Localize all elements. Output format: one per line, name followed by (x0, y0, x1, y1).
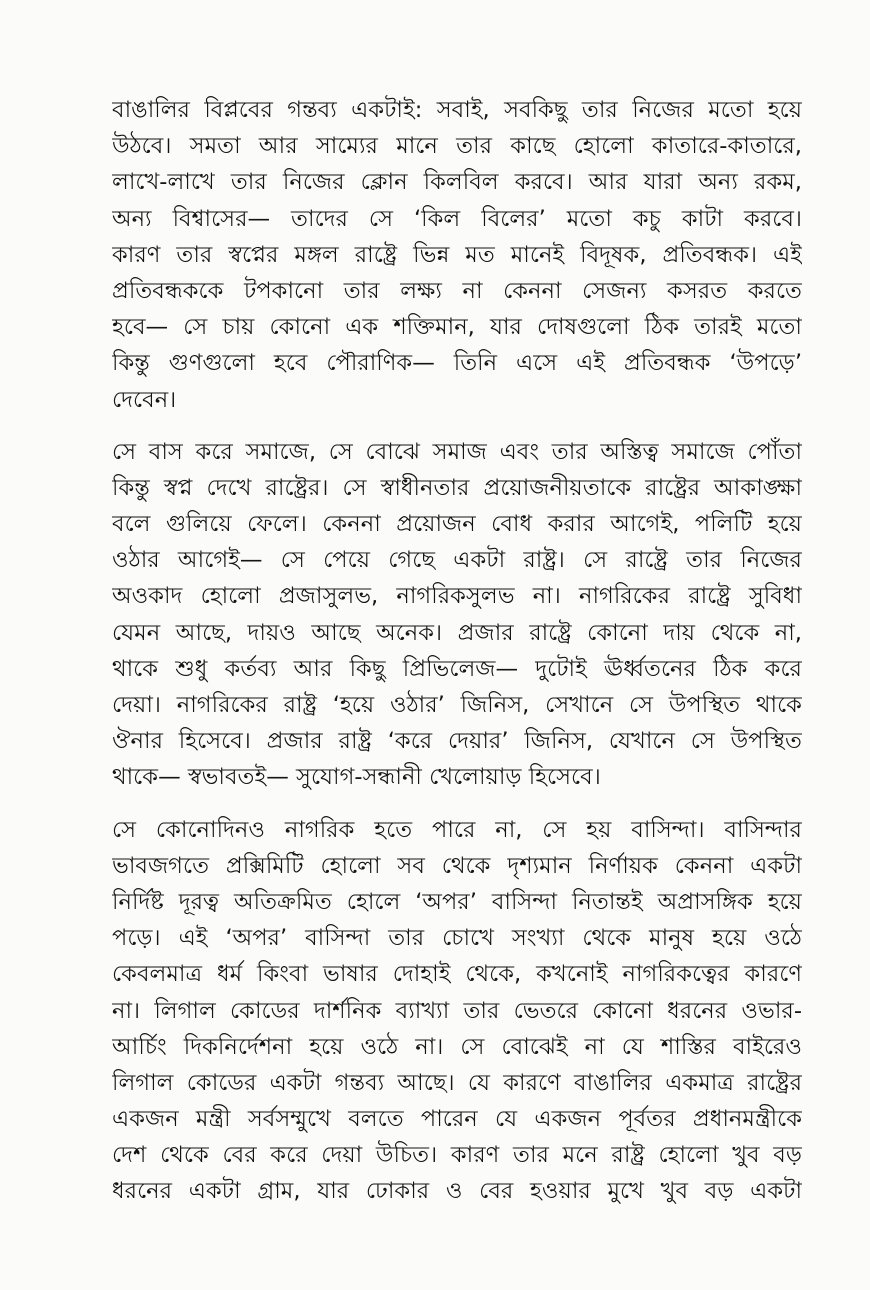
text-line: না। লিগাল কোডের দার্শনিক ব্যাখ্যা তার ভেতরে কোনো ধরনের ওভার- (112, 997, 802, 1024)
text-line: ভাবজগতে প্রক্সিমিটি হোলো সব থেকে দৃশ্যমান নির্ণায়ক কেননা একটা (112, 852, 802, 879)
text-line: ধরনের একটা গ্রাম, যার ঢোকার ও বের হওয়ার মুখে খুব বড় একটা (112, 1178, 802, 1205)
text-line: কেবলমাত্র ধর্ম কিংবা ভাষার দোহাই থেকে, কখনোই নাগরিকত্বের কারণে (112, 961, 802, 988)
text-line: হবে— সে চায় কোনো এক শক্তিমান, যার দোষগুলো ঠিক তারই মতো (112, 314, 802, 341)
text-line: লিগাল কোডের একটা গন্তব্য আছে। যে কারণে বাঙালির একমাত্র রাষ্ট্রের (112, 1069, 802, 1096)
paragraph-gap (112, 418, 802, 434)
text-line: দেশ থেকে বের করে দেয়া উচিত। কারণ তার মনে রাষ্ট্র হোলো খুব বড় (112, 1142, 802, 1169)
paragraph-3 (112, 812, 802, 1210)
text-line: নির্দিষ্ট দূরত্ব অতিক্রমিত হোলে ‘অপর’ বাসিন্দা নিতান্তই অপ্রাসঙ্গিক হয়ে (112, 888, 802, 915)
paragraph-2 (112, 434, 802, 796)
text-line: কিন্তু গুণগুলো হবে পৌরাণিক— তিনি এসে এই প্রতিবন্ধক ‘উপড়ে’ (112, 350, 802, 377)
text-line: আর্চিং দিকনির্দেশনা হয়ে ওঠে না। সে বোঝেই না যে শাস্তির বাইরেও (112, 1033, 802, 1060)
text-line: দেবেন। (112, 386, 177, 413)
text-line: প্রতিবন্ধককে টপকানো তার লক্ষ্য না কেননা সেজন্য কসরত করতে (112, 277, 802, 304)
text-line: একজন মন্ত্রী সর্বসম্মুখে বলতে পারেন যে একজন পূর্বতর প্রধানমন্ত্রীকে (112, 1106, 802, 1133)
text-line: সে বাস করে সমাজে, সে বোঝে সমাজ এবং তার অস্তিত্ব সমাজে পোঁতা (112, 438, 802, 465)
text-line: থাকে শুধু কর্তব্য আর কিছু প্রিভিলেজ— দুটোই ঊর্ধ্বতনের ঠিক করে (112, 655, 802, 682)
text-line: বলে গুলিয়ে ফেলে। কেননা প্রয়োজন বোধ করার আগেই, পলিটি হয়ে (112, 511, 802, 538)
text-line: বাঙালির বিপ্লবের গন্তব্য একটাই: সবাই, সবকিছু তার নিজের মতো হয়ে (112, 97, 802, 123)
text-line: অওকাদ হোলো প্রজাসুলভ, নাগরিকসুলভ না। নাগরিকের রাষ্ট্রে সুবিধা (112, 583, 802, 610)
text-line: থাকে— স্বভাবতই— সুযোগ-সন্ধানী খেলোয়াড় হিসেবে। (112, 764, 601, 791)
text-line: ওঠার আগেই— সে পেয়ে গেছে একটা রাষ্ট্র। সে রাষ্ট্রে তার নিজের (112, 547, 802, 574)
text-line: কারণ তার স্বপ্নের মঙ্গল রাষ্ট্রে ভিন্ন মত মানেই বিদূষক, প্রতিবন্ধক। এই (112, 241, 802, 268)
paragraph-1 (112, 92, 802, 418)
text-line: লাখে-লাখে তার নিজের ক্লোন কিলবিল করবে। আর যারা অন্য রকম, (112, 169, 802, 196)
text-line: উঠবে। সমতা আর সাম্যের মানে তার কাছে হোলো কাতারে-কাতারে, (112, 133, 802, 160)
text-line: পড়ে। এই ‘অপর’ বাসিন্দা তার চোখে সংখ্যা থেকে মানুষ হয়ে ওঠে (112, 925, 802, 952)
paragraph-gap (112, 796, 802, 812)
text-line: দেয়া। নাগরিকের রাষ্ট্র ‘হয়ে ওঠার’ জিনিস, সেখানে সে উপস্থিত থাকে (112, 692, 802, 718)
text-line: অন্য বিশ্বাসের— তাদের সে ‘কিল বিলের’ মতো কচু কাটা করবে। (112, 205, 802, 232)
text-line: সে কোনোদিনও নাগরিক হতে পারে না, সে হয় বাসিন্দা। বাসিন্দার (112, 816, 802, 843)
text-line: কিন্তু স্বপ্ন দেখে রাষ্ট্রের। সে স্বাধীনতার প্রয়োজনীয়তাকে রাষ্ট্রের আকাঙ্ক্ষা (112, 474, 802, 501)
text-line: যেমন আছে, দায়ও আছে অনেক। প্রজার রাষ্ট্রে কোনো দায় থেকে না, (112, 619, 802, 646)
text-line: ঔনার হিসেবে। প্রজার রাষ্ট্র ‘করে দেয়ার’ জিনিস, যেখানে সে উপস্থিত (112, 728, 802, 755)
